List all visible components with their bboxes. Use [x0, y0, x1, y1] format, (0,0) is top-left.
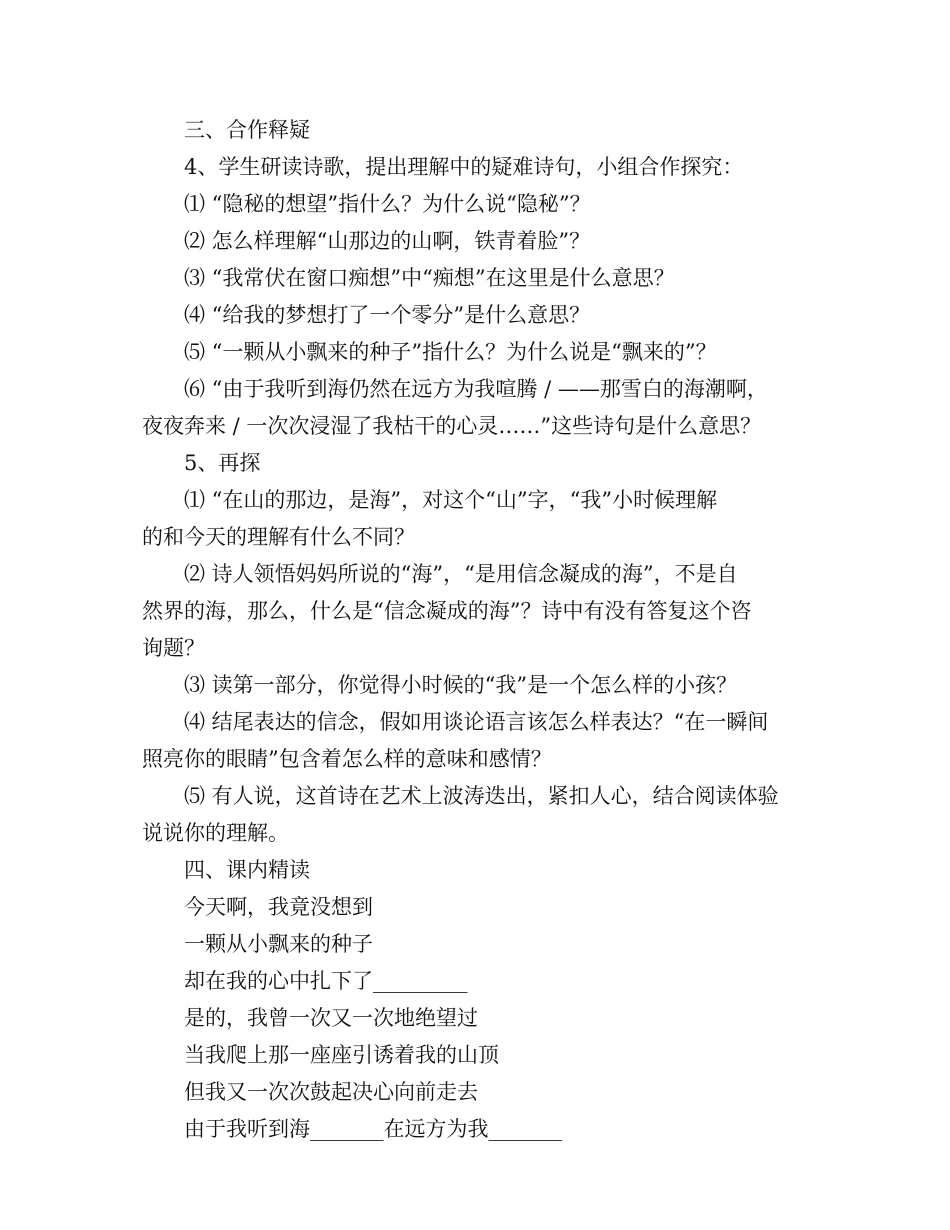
section-heading-cooperation: 三、合作释疑 — [184, 118, 310, 142]
section-heading-close-reading: 四、课内精读 — [184, 858, 310, 882]
question-4-2: ⑵ 怎么样理解“山那边的山啊，铁青着脸”？ — [184, 229, 591, 253]
task-5-heading: 5、再探 — [184, 451, 261, 475]
poem-line-3: 却在我的心中扎下了_________ — [184, 969, 468, 993]
poem-line-4: 是的，我曾一次又一次地绝望过 — [184, 1006, 478, 1030]
question-5-4-line-2: 照亮你的眼睛”包含着怎么样的意味和感情？ — [142, 747, 552, 771]
question-5-4-line-1: ⑷ 结尾表达的信念，假如用谈论语言该怎么样表达？“在一瞬间 — [184, 710, 769, 734]
question-4-5: ⑸ “一颗从小飘来的种子”指什么？为什么说是“飘来的”？ — [184, 340, 717, 364]
question-5-1-line-1: ⑴ “在山的那边，是海”，对这个“山”字，“我”小时候理解 — [184, 488, 718, 512]
poem-line-6: 但我又一次次鼓起决心向前走去 — [184, 1080, 478, 1104]
question-4-4: ⑷ “给我的梦想打了一个零分”是什么意思？ — [184, 303, 591, 327]
poem-line-7: 由于我听到海_______在远方为我_______ — [184, 1117, 562, 1141]
document-body — [142, 112, 812, 1148]
question-4-3: ⑶ “我常伏在窗口痴想”中“痴想”在这里是什么意思？ — [184, 266, 675, 290]
question-5-1-line-2: 的和今天的理解有什么不同？ — [142, 525, 415, 549]
task-4-instruction: 4、学生研读诗歌，提出理解中的疑难诗句，小组合作探究： — [184, 155, 744, 179]
question-4-6-line-1: ⑹ “由于我听到海仍然在远方为我喧腾 / ——那雪白的海潮啊， — [184, 377, 768, 401]
question-5-2-line-2: 然界的海，那么，什么是“信念凝成的海”？诗中有没有答复这个咨 — [142, 599, 752, 623]
question-5-5-line-2: 说说你的理解。 — [142, 821, 289, 845]
question-5-2-line-3: 询题？ — [142, 636, 205, 660]
poem-line-5: 当我爬上那一座座引诱着我的山顶 — [184, 1043, 499, 1067]
question-4-6-line-2: 夜夜奔来 / 一次次浸湿了我枯干的心灵……”这些诗句是什么意思？ — [142, 414, 762, 438]
question-5-5-line-1: ⑸ 有人说，这首诗在艺术上波涛迭出，紧扣人心，结合阅读体验 — [184, 784, 779, 808]
question-5-2-line-1: ⑵ 诗人领悟妈妈所说的“海”，“是用信念凝成的海”，不是自 — [184, 562, 738, 586]
poem-line-2: 一颗从小飘来的种子 — [184, 932, 373, 956]
question-4-1: ⑴ “隐秘的想望”指什么？为什么说“隐秘”？ — [184, 192, 591, 216]
question-5-3: ⑶ 读第一部分，你觉得小时候的“我”是一个怎么样的小孩？ — [184, 673, 738, 697]
poem-line-1: 今天啊，我竟没想到 — [184, 895, 373, 919]
